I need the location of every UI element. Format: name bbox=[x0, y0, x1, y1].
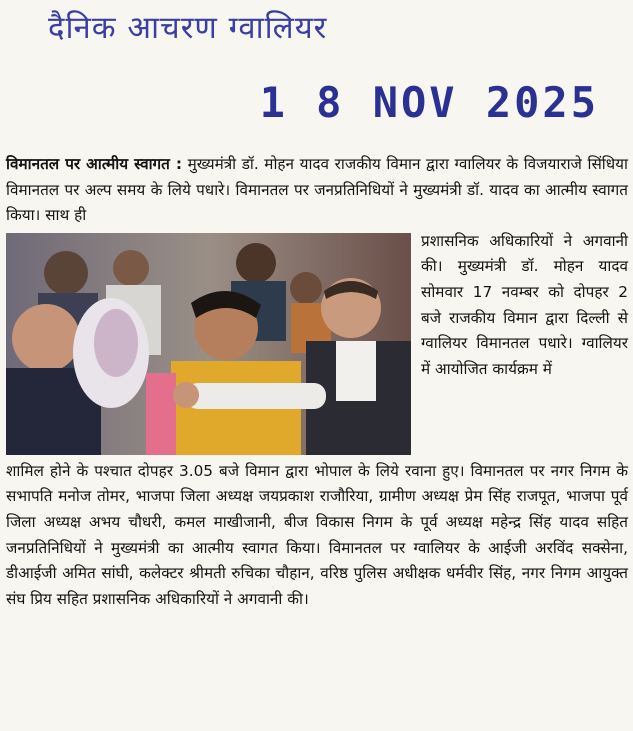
newspaper-masthead: दैनिक आचरण ग्वालियर bbox=[48, 10, 328, 46]
article-intro-paragraph bbox=[6, 152, 628, 229]
news-article bbox=[6, 152, 628, 612]
news-photo bbox=[6, 233, 411, 455]
date-stamp: 1 8 NOV 2025 bbox=[259, 78, 599, 127]
article-intro-text: मुख्यमंत्री डॉ. मोहन यादव राजकीय विमान द्वारा ग्वालियर के विजयाराजे सिंधिया विमानतल पर अल्प समय के लिये पधारे। विमानतल पर जनप्रतिनिधियों ने मुख्यमंत्री डॉ. यादव का आत्मीय स्वागत किया। साथ ही bbox=[6, 155, 628, 225]
article-lead-heading: विमानतल पर आत्मीय स्वागत : bbox=[6, 155, 183, 173]
article-text-beside-photo: प्रशासनिक अधिकारियों ने अगवानी की। मुख्यमंत्री डॉ. मोहन यादव सोमवार 17 नवम्बर को दोपहर 2 बजे राजकीय विमान द्वारा दिल्ली से ग्वालियर विमानतल पधारे। ग्वालियर में आयोजित कार्यक्रम में bbox=[421, 231, 628, 378]
article-text-after-photo: शामिल होने के पश्चात दोपहर 3.05 बजे विमान द्वारा भोपाल के लिये रवाना हुए। विमानतल पर नगर निगम के सभापति मनोज तोमर, भाजपा जिला अध्यक्ष जयप्रकाश राजौरिया, ग्रामीण अध्यक्ष प्रेम सिंह राजपूत, भाजपा पूर्व जिला अध्यक्ष अभय चौधरी, कमल माखीजानी, बीज विकास निगम के पूर्व अध्यक्ष महेन्द्र सिंह यादव सहित जनप्रतिनिधियों ने मुख्यमंत्री का आत्मीय स्वागत किया। विमानतल पर ग्वालियर के आईजी अरविंद सक्सेना, डीआईजी अमित सांघी, कलेक्टर श्रीमती रुचिका चौहान, वरिष्ठ पुलिस अधीक्षक धर्मवीर सिंह, नगर निगम आयुक्त संघ प्रिय सहित प्रशासनिक अधिकारियों ने अगवानी की। bbox=[6, 461, 628, 608]
